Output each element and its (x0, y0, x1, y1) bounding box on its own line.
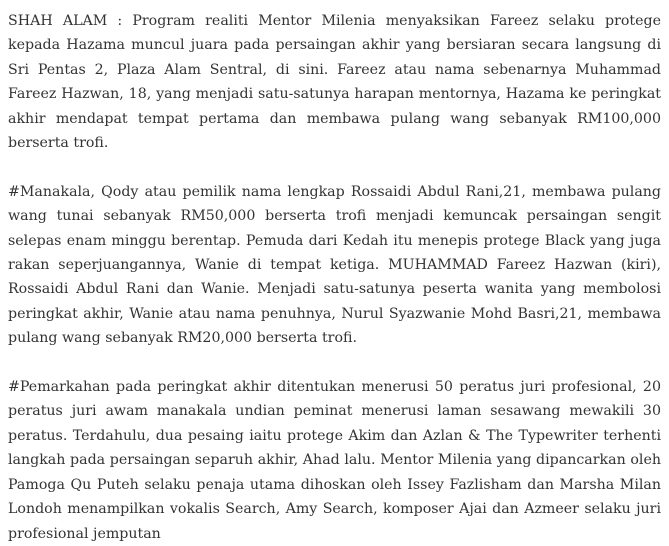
paragraph-2: #Manakala, Qody atau pemilik nama lengkap Rossaidi Abdul Rani,21, membawa pulang wang tunai sebanyak RM50,000 berserta trofi menjadi kemuncak persaingan sengit selepas enam minggu berentap. Pemuda dari Kedah itu menepis protege Black yang juga rakan seperjuangannya, Wanie di tempat ketiga. MUHAMMAD Fareez Hazwan (kiri), Rossaidi Abdul Rani dan Wanie. Menjadi satu-satunya peserta wanita yang membolosi peringkat akhir, Wanie atau nama penuhnya, Nurul Syazwanie Mohd Basri,21, membawa pulang wang sebanyak RM20,000 berserta trofi. (8, 183, 661, 347)
paragraph-1: SHAH ALAM : Program realiti Mentor Milenia menyaksikan Fareez selaku protege kepada Hazama muncul juara pada persaingan akhir yang bersiaran secara langsung di Sri Pentas 2, Plaza Alam Sentral, di sini. Fareez atau nama sebenarnya Muhammad Fareez Hazwan, 18, yang menjadi satu-satunya harapan mentornya, Hazama ke peringkat akhir mendapat tempat pertama dan membawa pulang wang sebanyak RM100,000 berserta trofi. (8, 13, 661, 152)
paragraph-3: #Pemarkahan pada peringkat akhir ditentukan menerusi 50 peratus juri profesional, 20 peratus juri awam manakala undian peminat menerusi laman sesawang mewakili 30 peratus. Terdahulu, dua pesaing iaitu protege Akim dan Azlan & The Typewriter terhenti langkah pada persaingan separuh akhir, Ahad lalu. Mentor Milenia yang dipancarkan oleh Pamoga Qu Puteh selaku penaja utama dihoskan oleh Issey Fazlisham dan Marsha Milan Londoh menampilkan vokalis Search, Amy Search, komposer Ajai dan Azmeer selaku juri profesional jemputan (8, 379, 661, 542)
